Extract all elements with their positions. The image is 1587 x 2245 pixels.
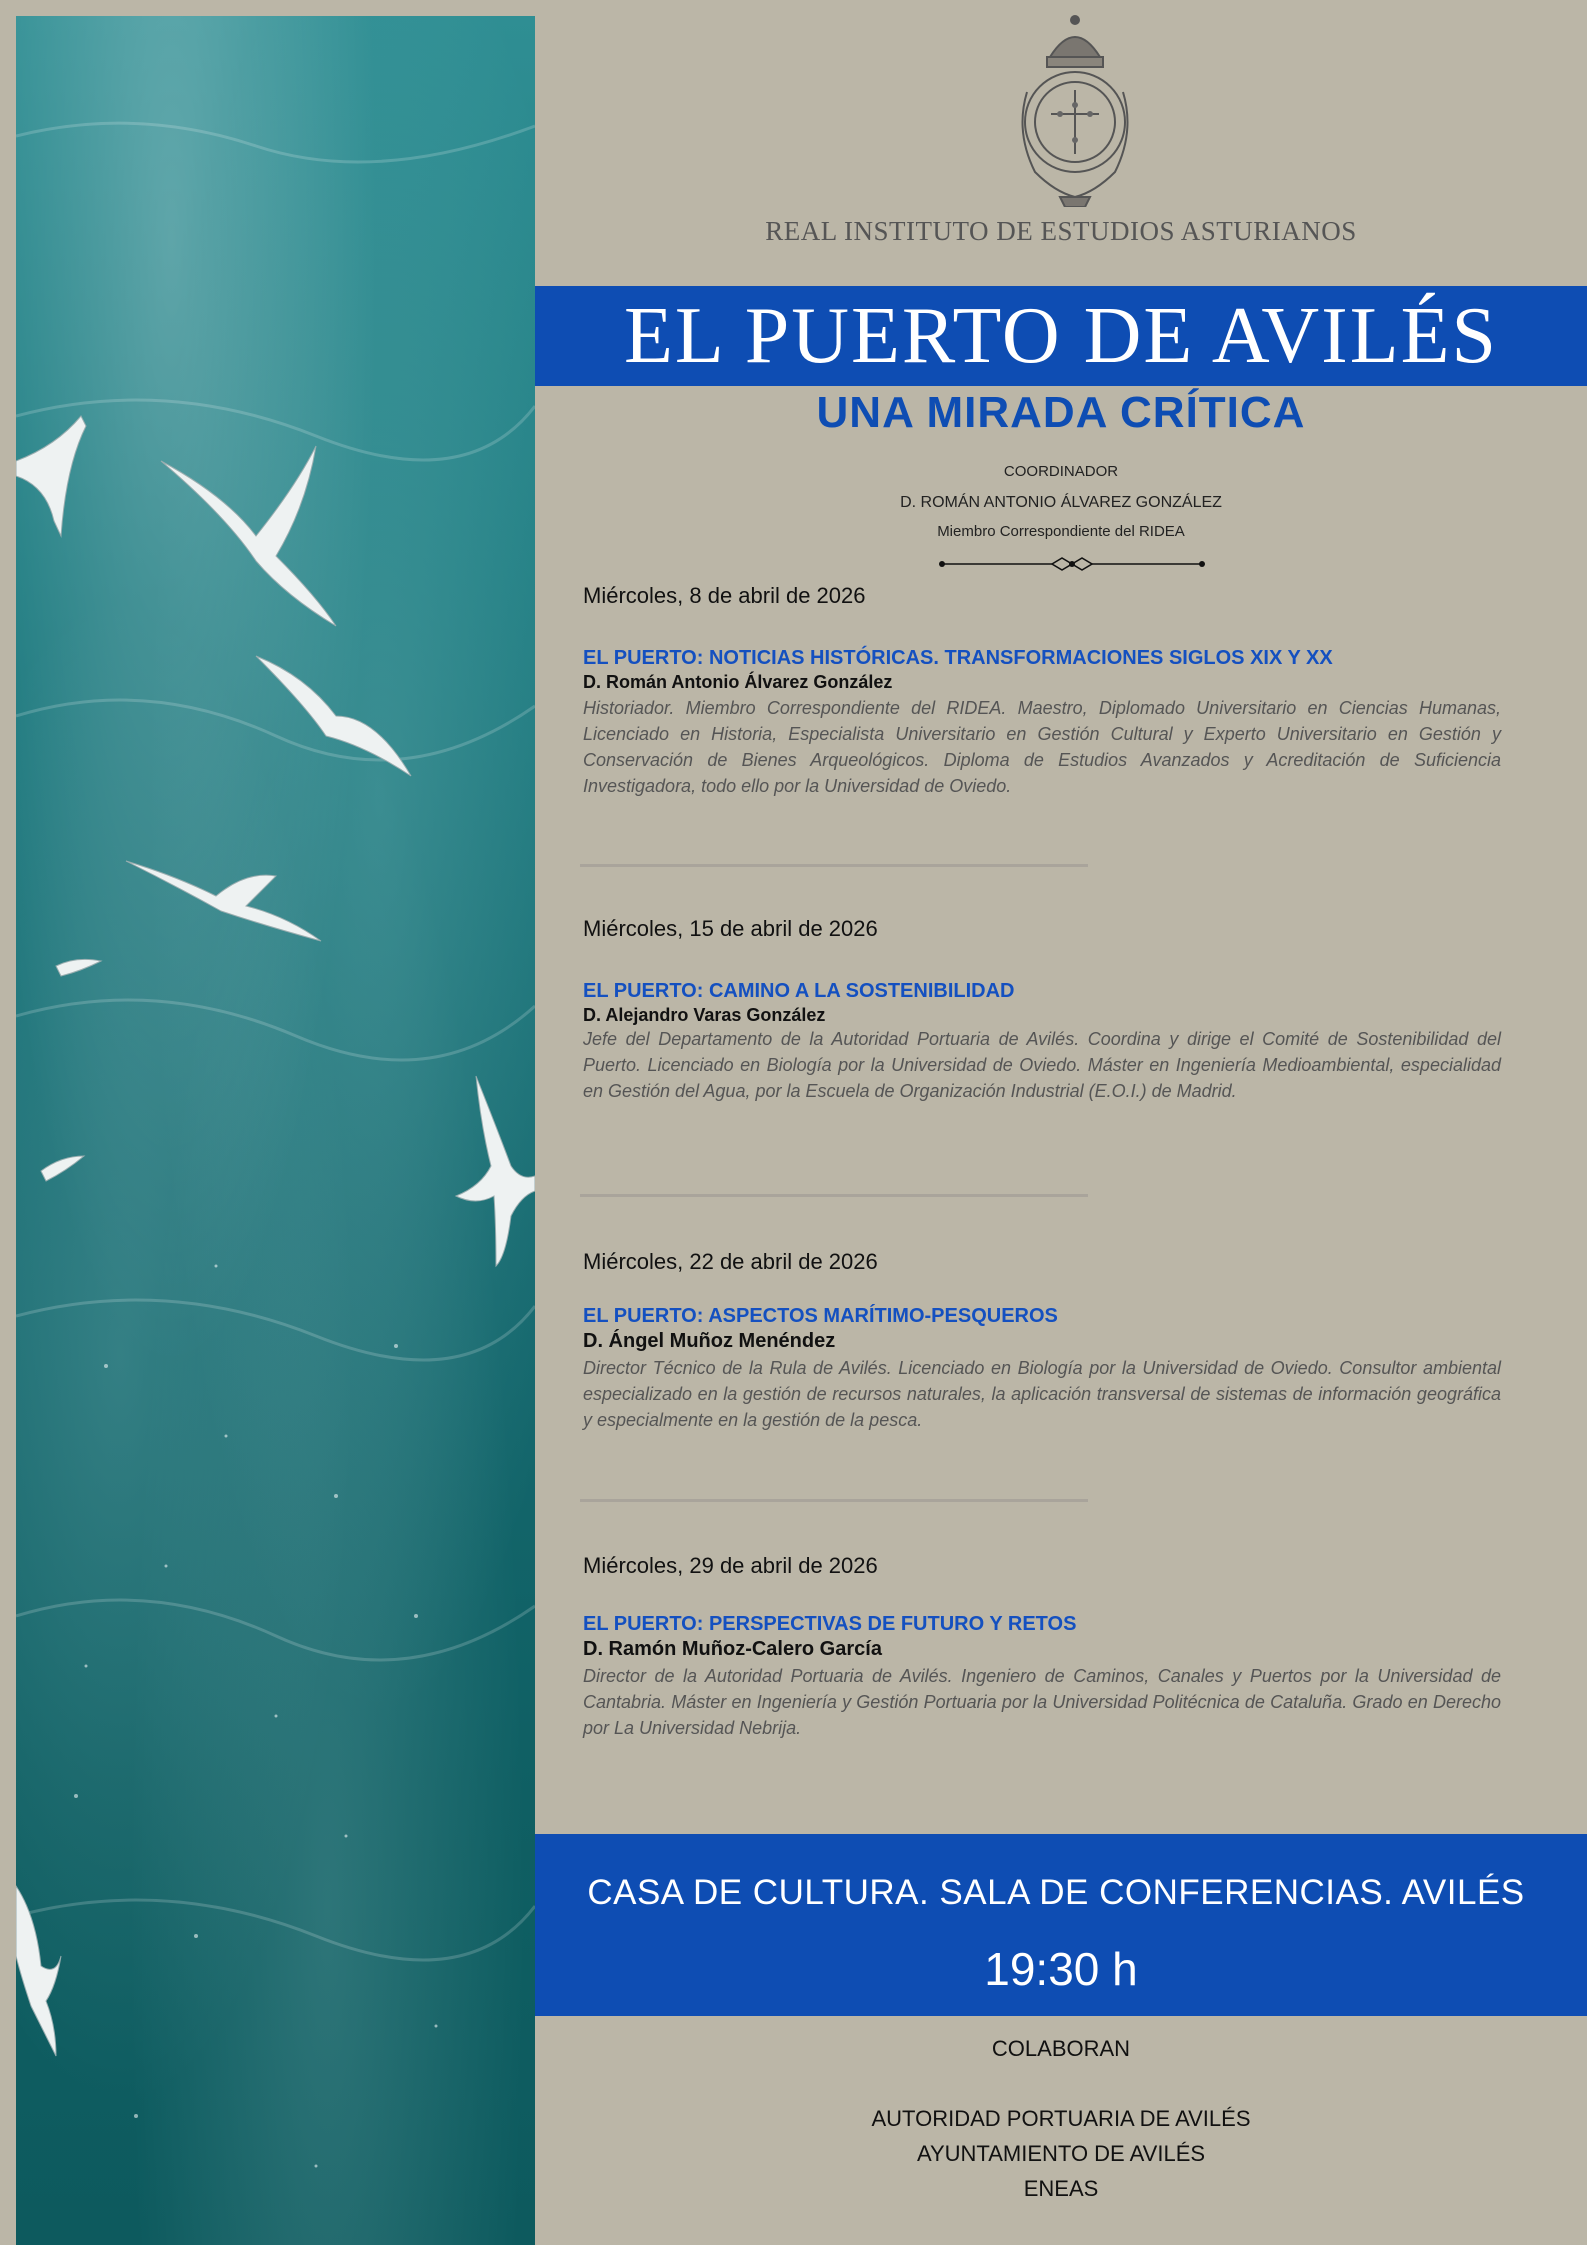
separator	[580, 864, 1088, 867]
session-bio: Director Técnico de la Rula de Avilés. Licenciado en Biología por la Universidad de Oviedo. Consultor ambiental especializado en la gestión de recursos naturales, la aplicación transversal de sistemas de información geográfica y especialmente en la gestión de la pesca.	[583, 1358, 1501, 1430]
venue-text: CASA DE CULTURA. SALA DE CONFERENCIAS. AVILÉS	[587, 1873, 1525, 1912]
session-date: Miércoles, 22 de abril de 2026	[583, 1249, 878, 1274]
coat-of-arms-icon	[1005, 12, 1145, 207]
collaborator: AUTORIDAD PORTUARIA DE AVILÉS	[871, 2106, 1251, 2131]
session-speaker: D. Alejandro Varas González	[583, 1005, 826, 1025]
ornament-divider-icon	[938, 554, 1206, 574]
collaborators-heading: COLABORAN	[991, 2036, 1131, 2061]
session-4	[583, 1553, 1501, 1741]
session-speaker: D. Ángel Muñoz Menéndez	[583, 1330, 836, 1352]
session-3	[583, 1249, 1501, 1433]
session-bio: Historiador. Miembro Correspondiente del RIDEA. Maestro, Diplomado Universitario en Ciencias Humanas, Licenciado en Historia, Especialista Universitario en Gestión Cultural y Experto Universitario en Gestión y Conservación de Bienes Arqueológicos. Diploma de Estudios Avanzados y Acreditación de Suficiencia Investigadora, todo ello por la Universidad de Oviedo.	[583, 698, 1501, 796]
page-title: EL PUERTO DE AVILÉS	[624, 292, 1498, 380]
collaborator: ENEAS	[1023, 2176, 1099, 2201]
session-title: EL PUERTO: ASPECTOS MARÍTIMO-PESQUEROS	[583, 1305, 1058, 1327]
seagulls-illustration	[16, 16, 535, 2245]
venue	[535, 1873, 1587, 1913]
separator	[580, 1194, 1088, 1197]
session-2	[583, 916, 1501, 1104]
session-1	[583, 583, 1501, 799]
event-time: 19:30 h	[984, 1943, 1138, 1995]
sea-photo	[16, 16, 535, 2245]
session-date: Miércoles, 8 de abril de 2026	[583, 583, 866, 608]
separator	[580, 1499, 1088, 1502]
session-title: EL PUERTO: CAMINO A LA SOSTENIBILIDAD	[583, 980, 1015, 1002]
session-date: Miércoles, 15 de abril de 2026	[583, 916, 878, 941]
coordinator-name: D. ROMÁN ANTONIO ÁLVAREZ GONZÁLEZ	[900, 494, 1222, 511]
session-title: EL PUERTO: NOTICIAS HISTÓRICAS. TRANSFORMACIONES SIGLOS XIX Y XX	[583, 647, 1333, 669]
session-bio: Jefe del Departamento de la Autoridad Portuaria de Avilés. Coordina y dirige el Comité de Sostenibilidad del Puerto. Licenciado en Biología por la Universidad de Oviedo. Máster en Ingeniería Medioambiental, especialidad en Gestión del Agua, por la Escuela de Organización Industrial (E.O.I.) de Madrid.	[583, 1029, 1501, 1101]
session-date: Miércoles, 29 de abril de 2026	[583, 1553, 878, 1578]
session-speaker: D. Román Antonio Álvarez González	[583, 672, 893, 692]
session-bio: Director de la Autoridad Portuaria de Avilés. Ingeniero de Caminos, Canales y Puertos por la Universidad de Cantabria. Máster en Ingeniería y Gestión Portuaria por la Universidad Politécnica de Cataluña. Grado en Derecho por La Universidad Nebrija.	[583, 1666, 1501, 1738]
collaborator: AYUNTAMIENTO DE AVILÉS	[916, 2141, 1206, 2166]
coordinator-label: COORDINADOR	[1003, 463, 1119, 480]
coordinator-role: Miembro Correspondiente del RIDEA	[937, 523, 1185, 540]
subtitle: UNA MIRADA CRÍTICA	[816, 388, 1306, 437]
session-title: EL PUERTO: PERSPECTIVAS DE FUTURO Y RETOS	[583, 1613, 1077, 1635]
institute-name: REAL INSTITUTO DE ESTUDIOS ASTURIANOS	[765, 216, 1357, 246]
session-speaker: D. Ramón Muñoz-Calero García	[583, 1638, 882, 1660]
